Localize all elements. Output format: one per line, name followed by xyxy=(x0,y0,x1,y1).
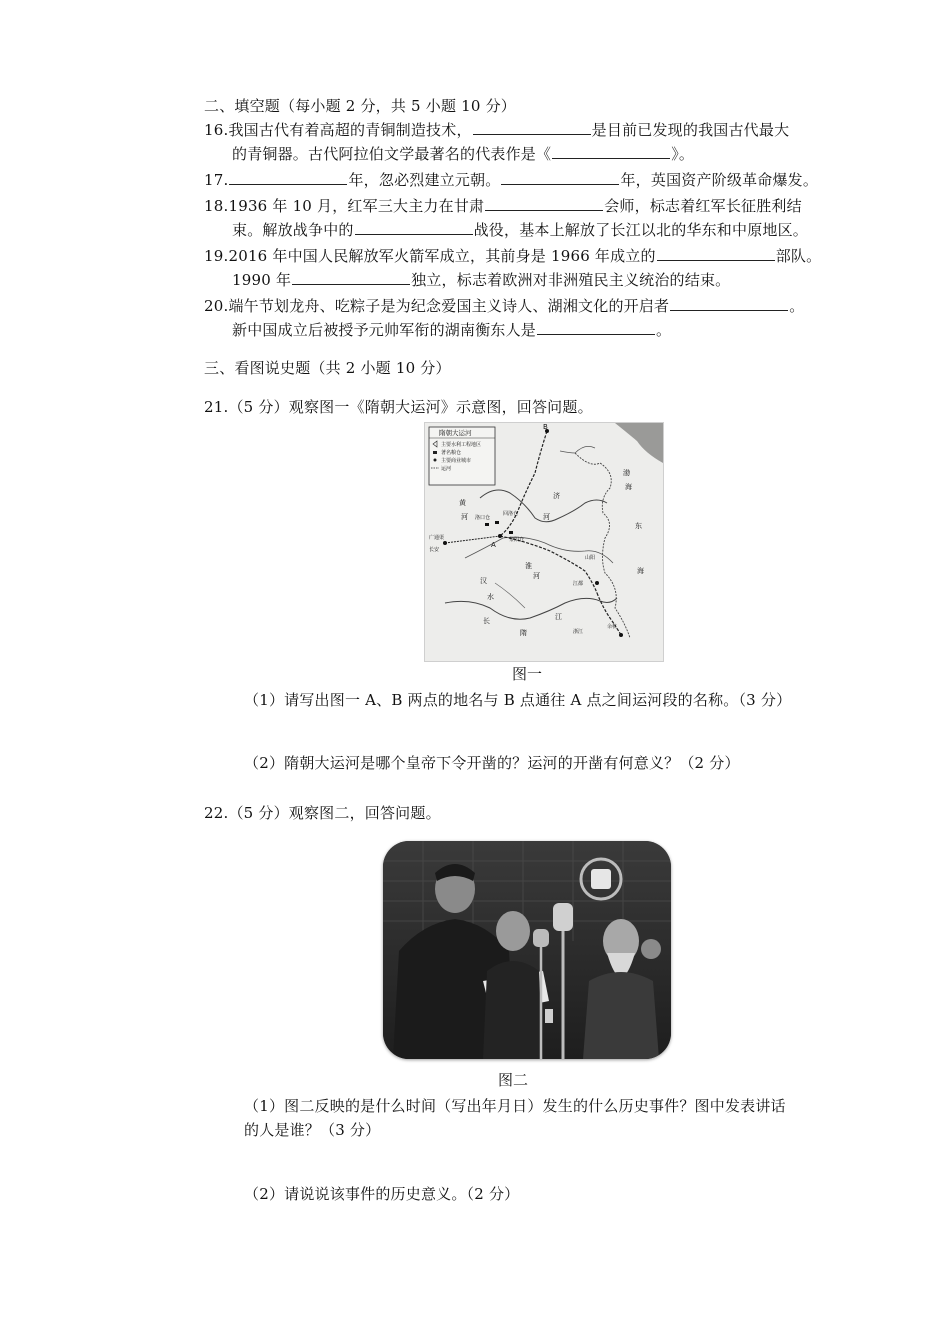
label-shanyang: 山阳 xyxy=(585,555,596,561)
question-22-sub-1-line-1: （1）图二反映的是什么时间（写出年月日）发生的什么历史事件？图中发表讲话 xyxy=(244,1097,786,1115)
legend-item-2: 著名粮仓 xyxy=(441,450,462,456)
q20-blank-1[interactable] xyxy=(670,296,788,311)
q18-text-b: 会师，标志着红军长征胜利结 xyxy=(604,197,802,215)
map-drawing xyxy=(425,423,663,661)
granary-marker-2 xyxy=(495,521,499,524)
q16-blank-2[interactable] xyxy=(552,144,670,159)
label-chang: 长 xyxy=(483,617,490,625)
q19-text-a: 19.2016 年中国人民解放军火箭军成立，其前身是 1966 年成立的 xyxy=(204,247,656,265)
label-han: 汉 xyxy=(480,577,487,585)
label-bohai: 渤 xyxy=(623,469,630,477)
q16-text-d: 》。 xyxy=(671,145,695,163)
question-22-sub-2: （2）请说说该事件的历史意义。（2 分） xyxy=(244,1185,520,1203)
label-a: A xyxy=(491,541,496,549)
q16-text-a: 16.我国古代有着高超的青铜制造技术， xyxy=(204,121,472,139)
q16-blank-1[interactable] xyxy=(473,120,591,135)
coast-north xyxy=(560,446,595,453)
label-donghai: 东 xyxy=(635,522,642,530)
granary-marker-1 xyxy=(485,523,489,526)
legend-item-4: 运河 xyxy=(441,466,452,472)
question-20-line-1 xyxy=(204,296,804,316)
granary-marker-3 xyxy=(509,531,513,534)
legend-item-3: 主要商业城市 xyxy=(441,458,472,464)
q19-text-c: 1990 年 xyxy=(232,271,292,289)
q20-text-b: 。 xyxy=(789,297,805,315)
q18-text-d: 战役，基本上解放了长江以北的华东和中原地区。 xyxy=(473,221,809,239)
figure-1-caption: 图一 xyxy=(512,665,543,683)
q17-blank-1[interactable] xyxy=(229,170,347,185)
q20-text-a: 20.端午节划龙舟、吃粽子是为纪念爱国主义诗人、湖湘文化的开启者 xyxy=(204,297,670,315)
question-17 xyxy=(204,170,818,190)
question-19-line-1 xyxy=(204,246,821,266)
section-3-heading: 三、看图说史题（共 2 小题 10 分） xyxy=(204,359,451,377)
q17-number: 17. xyxy=(204,171,229,189)
label-guangtong: 广通渠 xyxy=(429,535,445,541)
label-sui: 隋 xyxy=(520,629,527,637)
point-a-city xyxy=(498,534,502,538)
label-zhejiang: 浙江 xyxy=(573,629,584,635)
label-ji-he: 河 xyxy=(543,513,550,521)
yangtze-river xyxy=(445,598,617,619)
q19-text-d: 独立，标志着欧洲对非洲殖民主义统治的结束。 xyxy=(411,271,731,289)
question-18-line-2 xyxy=(232,220,808,240)
question-22-sub-1-line-2: 的人是谁？（3 分） xyxy=(244,1121,381,1139)
q18-blank-2[interactable] xyxy=(355,220,473,235)
figure-2-caption: 图二 xyxy=(498,1071,529,1089)
q20-text-d: 。 xyxy=(656,321,672,339)
label-donghai-hai: 海 xyxy=(637,567,644,575)
q16-text-b: 是目前已发现的我国古代最大 xyxy=(591,121,790,139)
legend-item-1: 主要水利工程地区 xyxy=(441,442,482,448)
label-bohai-hai: 海 xyxy=(625,483,632,491)
q17-blank-2[interactable] xyxy=(501,170,619,185)
label-liyang: 黎阳仓 xyxy=(509,537,525,543)
label-he: 河 xyxy=(461,513,468,521)
label-huiluo: 回洛仓 xyxy=(503,511,519,517)
label-b: B xyxy=(543,423,548,431)
sui-grand-canal-map xyxy=(424,422,664,662)
q20-text-c: 新中国成立后被授予元帅军衔的湖南衡东人是 xyxy=(232,321,537,339)
map-title: 隋朝大运河 xyxy=(439,429,472,437)
question-16-line-2 xyxy=(232,144,694,164)
q18-text-c: 束。解放战争中的 xyxy=(232,221,354,239)
label-shui: 水 xyxy=(487,593,494,601)
q20-blank-2[interactable] xyxy=(537,320,655,335)
founding-ceremony-photo xyxy=(383,841,671,1059)
label-huai: 淮 xyxy=(525,562,532,570)
question-19-line-2 xyxy=(232,270,730,290)
question-20-line-2 xyxy=(232,320,671,340)
photo-drawing xyxy=(383,841,671,1059)
q19-blank-1[interactable] xyxy=(657,246,775,261)
label-huang: 黄 xyxy=(459,499,466,507)
granary-legend-icon xyxy=(433,451,437,454)
q18-blank-1[interactable] xyxy=(485,196,603,211)
section-2-heading: 二、填空题（每小题 2 分，共 5 小题 10 分） xyxy=(204,97,516,115)
q18-text-a: 18.1936 年 10 月，红军三大主力在甘肃 xyxy=(204,197,485,215)
korea-land xyxy=(615,423,663,463)
q17-text-b: 年，英国资产阶级革命爆发。 xyxy=(620,171,819,189)
city-legend-icon xyxy=(434,459,437,462)
changan-city xyxy=(443,541,447,545)
label-luokou: 洛口仓 xyxy=(475,515,491,521)
q17-text-a: 年，忽必烈建立元朝。 xyxy=(348,171,501,189)
question-21-sub-2: （2）隋朝大运河是哪个皇帝下令开凿的？运河的开凿有何意义？（2 分） xyxy=(244,754,740,772)
label-jiangdu: 江都 xyxy=(573,581,584,587)
q16-text-c: 的青铜器。古代阿拉伯文学最著名的代表作是《 xyxy=(232,145,552,163)
question-16-line-1 xyxy=(204,120,789,140)
label-jiang: 江 xyxy=(555,613,562,621)
coastline xyxy=(575,453,630,638)
yuhang-city xyxy=(619,633,623,637)
label-yuhang: 余杭 xyxy=(607,624,618,630)
label-huai-he: 河 xyxy=(533,572,540,580)
question-22-stem: 22.（5 分）观察图二，回答问题。 xyxy=(204,804,441,822)
han-river xyxy=(495,583,525,608)
label-changan: 长安 xyxy=(429,547,440,553)
q19-blank-2[interactable] xyxy=(292,270,410,285)
question-18-line-1 xyxy=(204,196,802,216)
label-ji: 济 xyxy=(553,492,560,500)
question-21-sub-1: （1）请写出图一 A、B 两点的地名与 B 点通往 A 点之间运河段的名称。（3 分） xyxy=(244,691,792,709)
q19-text-b: 部队。 xyxy=(775,247,822,265)
jiangdu-city xyxy=(595,581,599,585)
question-21-stem: 21.（5 分）观察图一《隋朝大运河》示意图，回答问题。 xyxy=(204,398,593,416)
